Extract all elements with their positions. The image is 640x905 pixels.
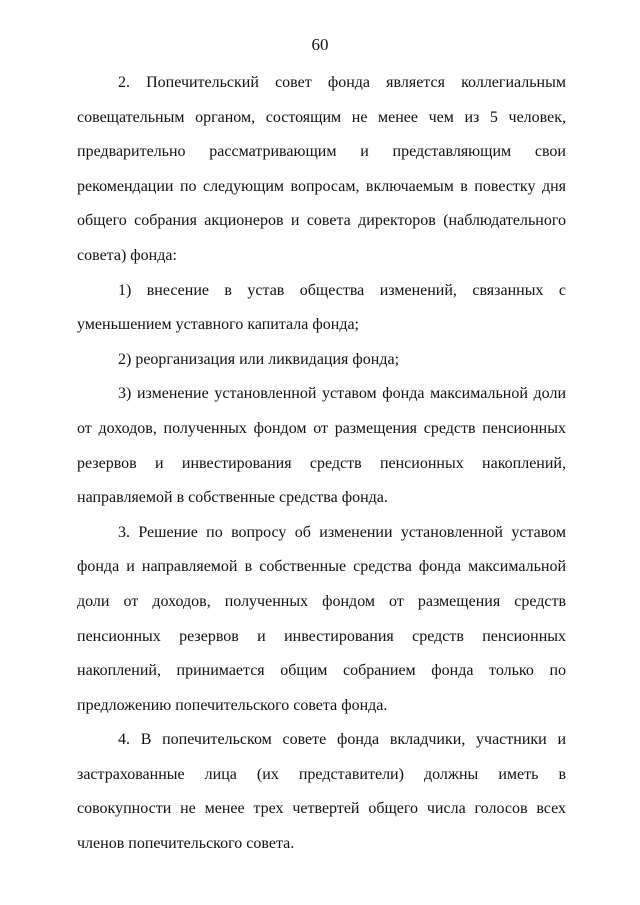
paragraph-2-trustee-council: 2. Попечительский совет фонда является коллегиальным совещательным органом, состоящим не менее чем из 5 человек, предварительно рассматривающим и представляющим свои рекомендации по следующим вопросам, включаемым в повестку дня общего собрания акционеров и совета директоров (наблюдательного совета) фонда: bbox=[77, 74, 566, 264]
page-number: 60 bbox=[311, 35, 329, 54]
list-item-1-charter-amendment: 1) внесение в устав общества изменений, связанных с уменьшением уставного капитала фонда; bbox=[77, 281, 566, 334]
list-item-2-reorganization: 2) реорганизация или ликвидация фонда; bbox=[118, 350, 400, 368]
document-body bbox=[77, 66, 566, 862]
paragraph-4-votes: 4. В попечительском совете фонда вкладчики, участники и застрахованные лица (их представители) должны иметь в совокупности не менее трех четвертей общего числа голосов всех членов попечительского совета. bbox=[77, 731, 566, 853]
list-item-3-max-share-change: 3) изменение установленной уставом фонда максимальной доли от доходов, полученных фондом от размещения средств пенсионных резервов и инвестирования средств пенсионных накоплений, направляемой в собственные средства фонда. bbox=[77, 385, 566, 507]
paragraph-3-decision: 3. Решение по вопросу об изменении установленной уставом фонда и направляемой в собственные средства фонда максимальной доли от доходов, полученных фондом от размещения средств пенсионных резервов и инвестирования средств пенсионных накоплений, принимается общим собранием фонда только по предложению попечительского совета фонда. bbox=[77, 523, 566, 714]
